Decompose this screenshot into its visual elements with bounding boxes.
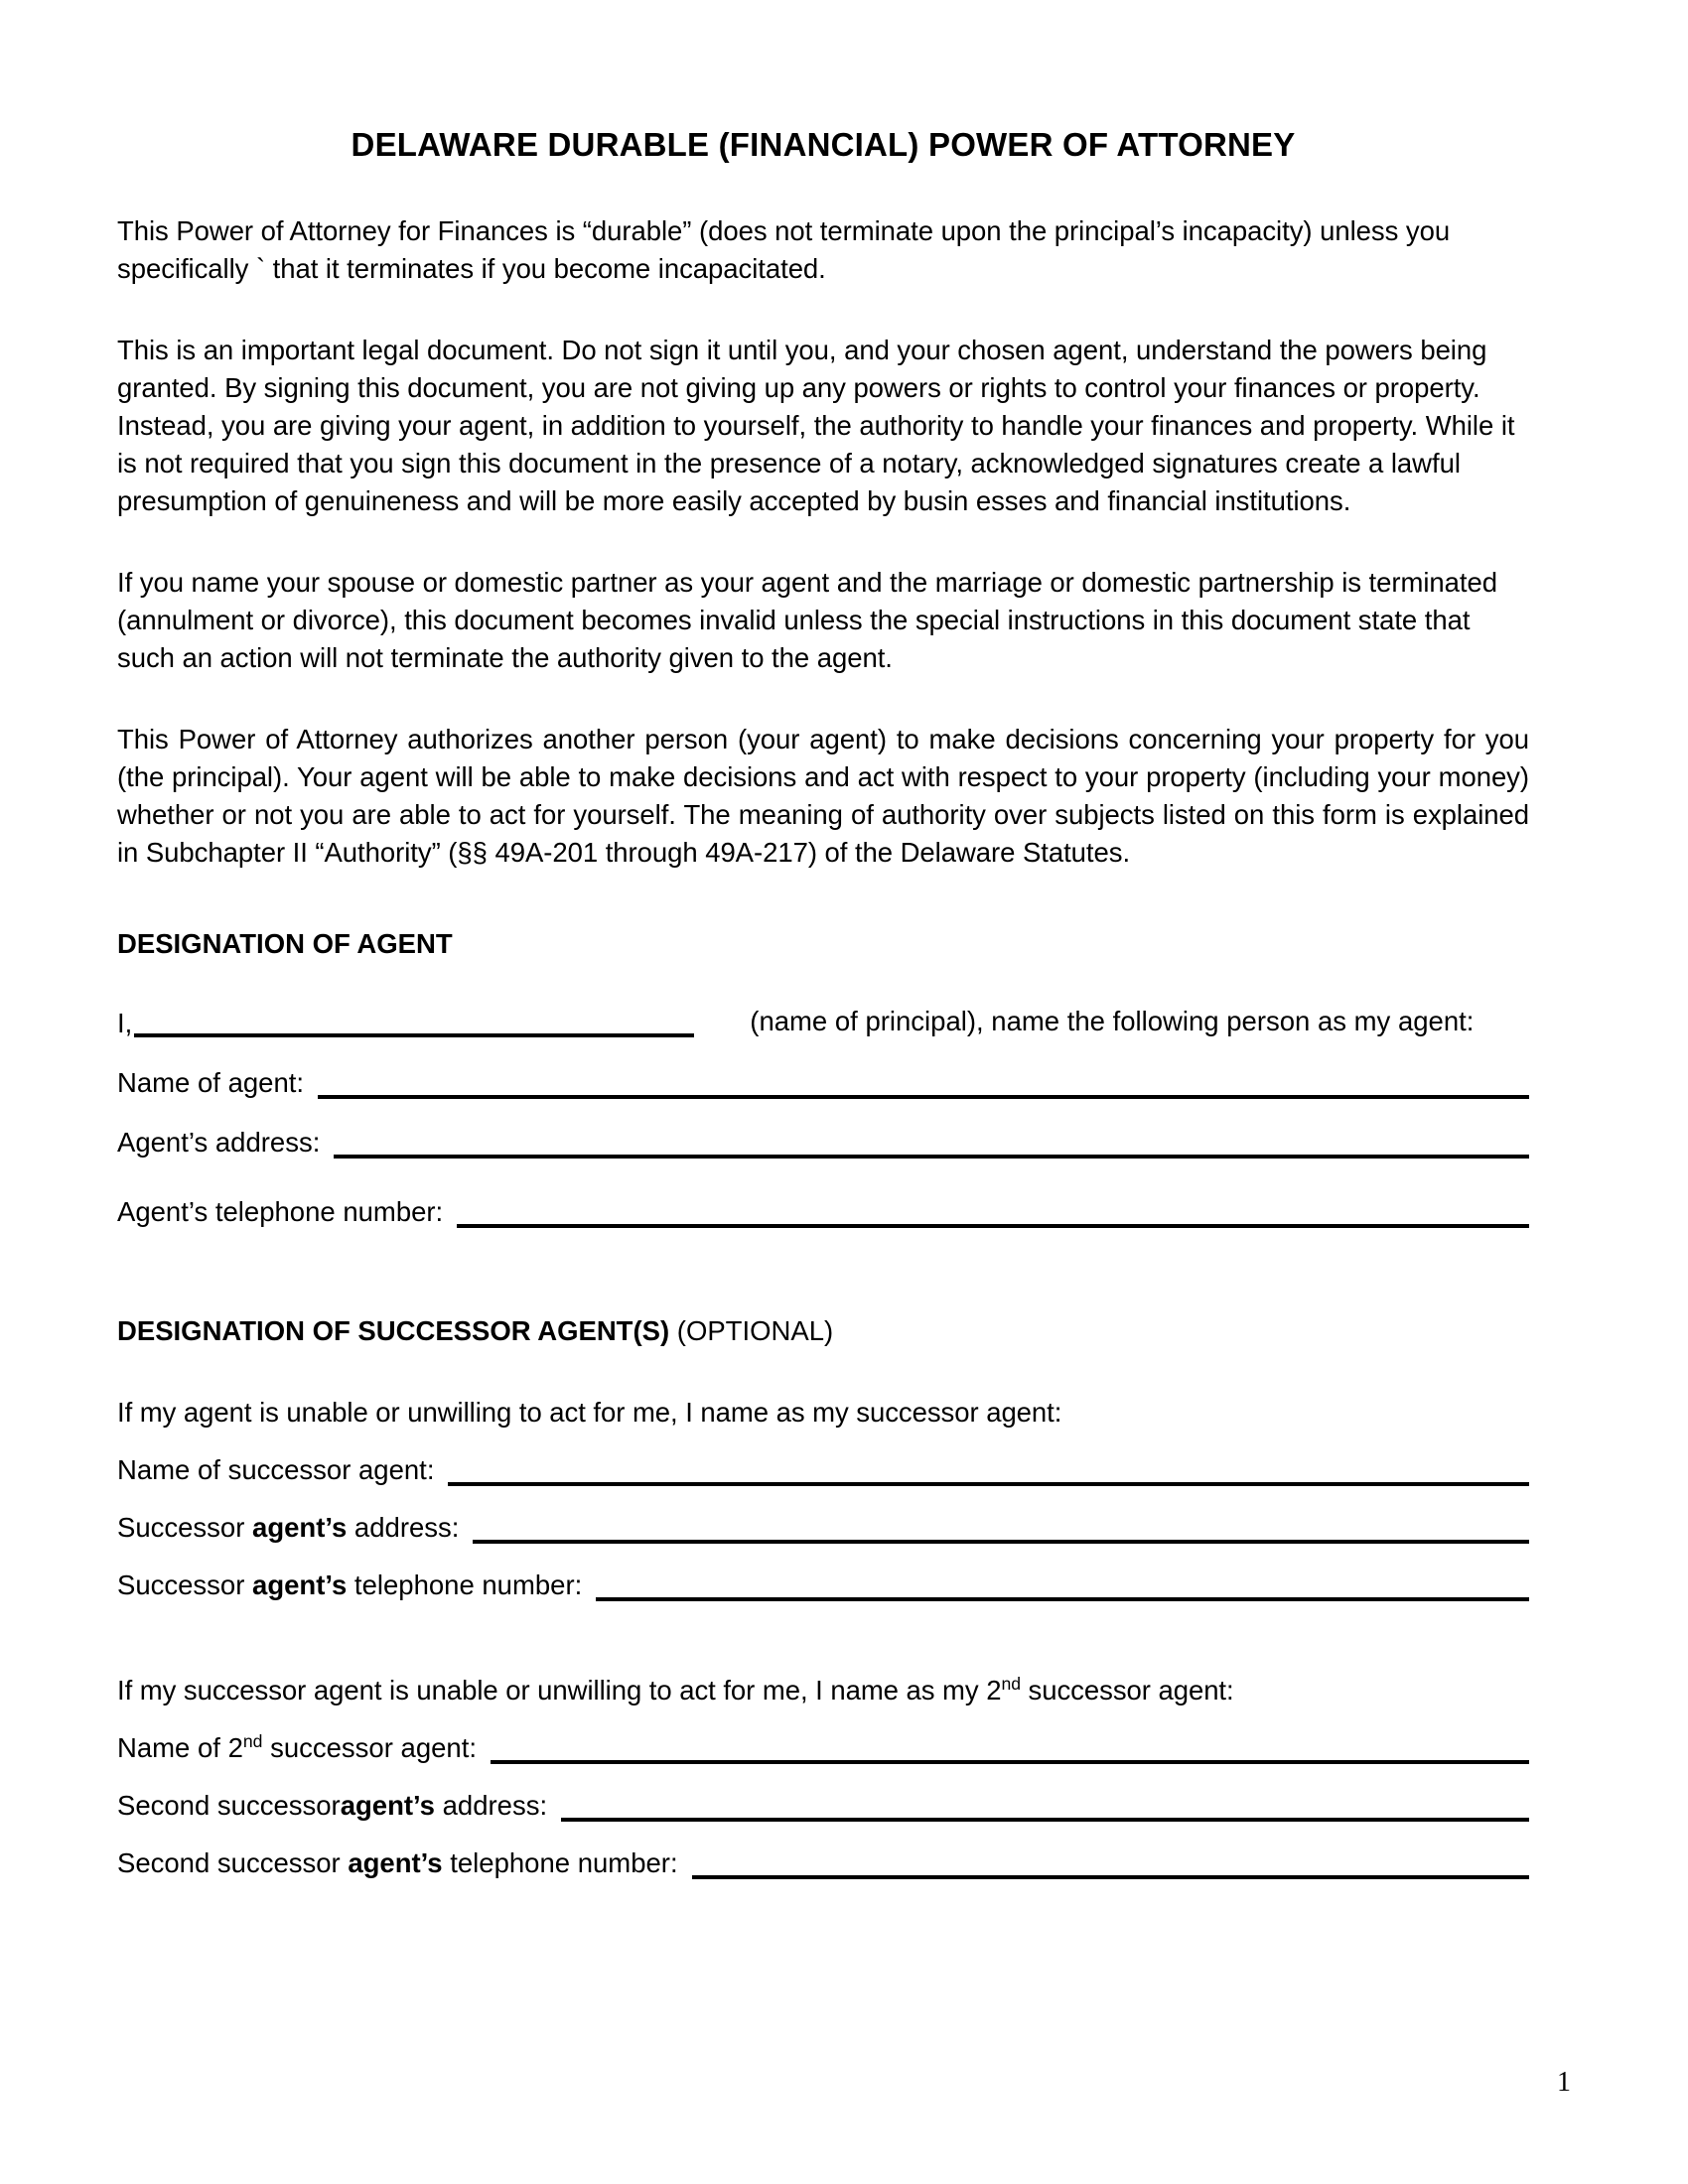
designation-of-successor-heading: [117, 1314, 1529, 1348]
successor-address-label-emph: agent’s: [252, 1512, 348, 1544]
agent-address-label: Agent’s address:: [117, 1127, 321, 1159]
principal-name-input[interactable]: [134, 1033, 694, 1037]
second-successor-telephone-label-lead: Second successor: [117, 1847, 349, 1879]
spacer: [117, 1432, 1529, 1453]
second-successor-intro-text: [117, 1672, 1529, 1709]
designation-of-agent-heading: DESIGNATION OF AGENT: [117, 928, 453, 960]
spacer: [117, 288, 1529, 332]
spacer: [117, 1604, 1529, 1672]
successor-address-label-tail: address:: [347, 1512, 460, 1544]
second-successor-name-input[interactable]: [491, 1760, 1529, 1764]
second-successor-intro-ordinal: nd: [1001, 1674, 1021, 1695]
successor-name-label: Name of successor agent:: [117, 1454, 435, 1486]
successor-telephone-label-lead: Successor: [117, 1570, 253, 1601]
intro-paragraph-4: This Power of Attorney authorizes another person (your agent) to make decisions concerning your property for you (the principal). Your agent will be able to make decisions and act with respect to your property (including your money) whether or not you are able to act for yourself. The meaning of authority over subjects listed on this form is explained in Subchapter II “Authority” (§§ 49A-201 through 49A-217) of the Delaware Statutes.: [117, 724, 1529, 869]
successor-telephone-row: [117, 1569, 1529, 1604]
spacer: [117, 1348, 1529, 1394]
agent-name-label: Name of agent:: [117, 1067, 305, 1099]
second-successor-address-label-lead: Second successor: [117, 1790, 341, 1822]
second-successor-name-ordinal: nd: [242, 1731, 263, 1752]
second-successor-name-row: [117, 1731, 1529, 1767]
second-successor-telephone-label-tail: telephone number:: [442, 1847, 678, 1879]
spacer: [117, 1547, 1529, 1569]
successor-address-label-lead: Successor: [117, 1512, 253, 1544]
successor-intro-text: If my agent is unable or unwilling to act for me, I name as my successor agent:: [117, 1397, 1062, 1429]
successor-name-input[interactable]: [448, 1482, 1529, 1486]
successor-telephone-label-tail: telephone number:: [347, 1570, 583, 1601]
page-number: 1: [1557, 2067, 1571, 2098]
spacer: [117, 961, 1529, 1005]
principal-suffix-label: (name of principal), name the following person as my agent:: [750, 1006, 1475, 1037]
intro-paragraph-2: This is an important legal document. Do not sign it until you, and your chosen agent, understand the powers being granted. By signing this document, you are not giving up any powers or rights to control your finances or property. Instead, you are giving your agent, in addition to yourself, the authority to handle your finances and property. While it is not required that you sign this document in the presence of a notary, acknowledged signatures create a lawful presumption of genuineness and will be more easily accepted by busin esses and financial institutions.: [117, 335, 1515, 517]
agent-telephone-row: [117, 1195, 1529, 1231]
spacer: [117, 1767, 1529, 1789]
spacer: [117, 520, 1529, 564]
intro-paragraph-1: This Power of Attorney for Finances is “durable” (does not terminate upon the principal’s incapacity) unless you specifically ` that it terminates if you become incapacitated.: [117, 215, 1451, 285]
second-successor-telephone-label: [117, 1846, 678, 1882]
second-successor-address-input[interactable]: [561, 1818, 1529, 1822]
agent-address-input[interactable]: [334, 1155, 1529, 1159]
second-successor-name-label: [117, 1731, 477, 1767]
spacer: [117, 677, 1529, 721]
spacer: [117, 1709, 1529, 1731]
spacer: [117, 1489, 1529, 1511]
successor-heading-optional: (OPTIONAL): [669, 1315, 834, 1347]
principal-prefix-label: I,: [117, 1008, 133, 1039]
successor-address-input[interactable]: [473, 1540, 1529, 1544]
successor-telephone-label: [117, 1569, 582, 1604]
spacer: [117, 1102, 1529, 1126]
second-successor-telephone-label-emph: agent’s: [348, 1847, 443, 1879]
successor-address-label: [117, 1511, 459, 1547]
second-successor-address-label: [117, 1789, 547, 1825]
spacer: [117, 872, 1529, 927]
second-successor-address-row: [117, 1789, 1529, 1825]
second-successor-telephone-input[interactable]: [692, 1875, 1529, 1879]
second-successor-address-label-tail: address:: [434, 1790, 548, 1822]
agent-address-row: [117, 1126, 1529, 1161]
second-successor-intro-pre: If my successor agent is unable or unwilling to act for me, I name as my 2: [117, 1675, 1002, 1706]
successor-telephone-input[interactable]: [596, 1597, 1529, 1601]
intro-paragraph-3: If you name your spouse or domestic partner as your agent and the marriage or domestic partnership is terminated (annulment or divorce), this document becomes invalid unless the special instructions in this document state that such an action will not terminate the authority given to the agent.: [117, 567, 1497, 674]
agent-name-row: [117, 1066, 1529, 1102]
principal-name-row: [117, 1005, 1529, 1040]
agent-telephone-label: Agent’s telephone number:: [117, 1196, 444, 1228]
spacer: [117, 1040, 1529, 1066]
second-successor-name-label-tail: successor agent:: [262, 1732, 477, 1764]
agent-name-input[interactable]: [318, 1095, 1529, 1099]
successor-address-row: [117, 1511, 1529, 1547]
successor-telephone-label-emph: agent’s: [252, 1570, 348, 1601]
second-successor-address-label-emph: agent’s: [340, 1790, 435, 1822]
spacer: [117, 1825, 1529, 1846]
second-successor-name-label-lead: Name of 2: [117, 1732, 243, 1764]
second-successor-telephone-row: [117, 1846, 1529, 1882]
agent-telephone-input[interactable]: [457, 1224, 1529, 1228]
page-title: DELAWARE DURABLE (FINANCIAL) POWER OF ATTORNEY: [351, 126, 1296, 163]
spacer: [117, 1231, 1529, 1314]
spacer: [117, 1161, 1529, 1195]
second-successor-intro-post: successor agent:: [1020, 1675, 1234, 1706]
successor-heading-bold: DESIGNATION OF SUCCESSOR AGENT(S): [117, 1315, 670, 1347]
successor-name-row: [117, 1453, 1529, 1489]
page-content: [117, 0, 1529, 1882]
